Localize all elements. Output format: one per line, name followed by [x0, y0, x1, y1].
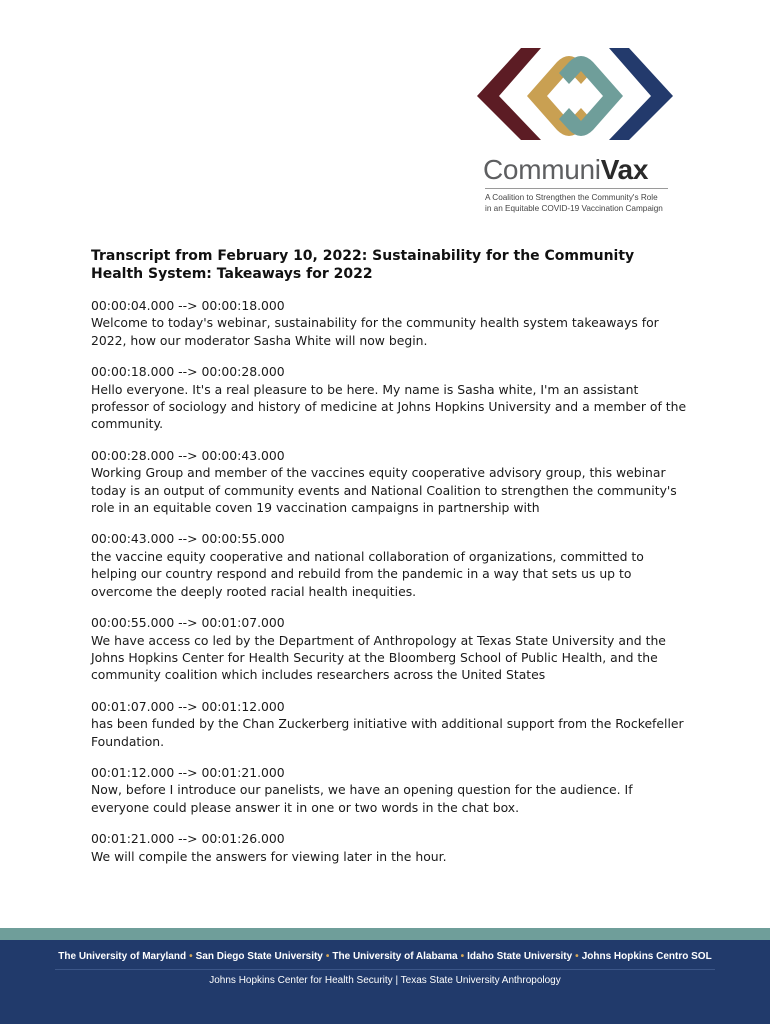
footer-universities — [0, 951, 770, 962]
footer-centers: Johns Hopkins Center for Health Security | Texas State University Anthropology — [209, 975, 561, 986]
logo-tagline: A Coalition to Strengthen the Community's Role in an Equitable COVID-19 Vaccination Campaign — [485, 193, 663, 213]
cue-timestamp: 00:01:21.000 --> 00:01:26.000 — [91, 831, 285, 847]
footer-university: The University of Alabama — [332, 951, 458, 962]
cue-text: Hello everyone. It's a real pleasure to be here. My name is Sasha white, I'm an assistant professor of sociology and history of medicine at Johns Hopkins University and a member of the community. — [91, 381, 687, 432]
footer-accent-band — [0, 928, 770, 940]
cue-text: Welcome to today's webinar, sustainability for the community health system takeaways for 2022, how our moderator Sasha White will now begin. — [91, 315, 659, 348]
document-title: Transcript from February 10, 2022: Sustainability for the Community Health System: Takeaways for 2022 — [91, 248, 635, 282]
footer-university: The University of Maryland — [58, 951, 187, 962]
footer-university: Idaho State University — [467, 951, 573, 962]
cue-timestamp: 00:00:04.000 --> 00:00:18.000 — [91, 298, 285, 313]
cue-text: We have access co led by the Department of Anthropology at Texas State University and the Johns Hopkins Center for Health Security at the Bloomberg School of Public Health, and the community coalition which includes researchers across the United States — [91, 632, 666, 683]
cue-timestamp: 00:00:28.000 --> 00:00:43.000 — [91, 447, 285, 463]
cue-text: has been funded by the Chan Zuckerberg initiative with additional support from the Rockefeller Foundation. — [91, 716, 684, 749]
communivax-logo — [469, 44, 681, 216]
footer-university: Johns Hopkins Centro SOL — [581, 951, 712, 962]
transcript-cue — [91, 614, 691, 684]
transcript-cue — [91, 297, 691, 349]
footer-divider — [55, 969, 715, 970]
transcript-content — [91, 247, 691, 879]
communivax-logo-mark — [469, 44, 681, 144]
cue-timestamp: 00:00:55.000 --> 00:01:07.000 — [91, 615, 285, 631]
transcript-cue — [91, 830, 691, 865]
cue-timestamp: 00:00:43.000 --> 00:00:55.000 — [91, 531, 285, 547]
separator-dot: • — [189, 951, 193, 962]
logo-wordmark: CommuniVax — [483, 154, 649, 185]
transcript-cue — [91, 363, 691, 433]
cue-text: the vaccine equity cooperative and national collaboration of organizations, committed to helping our country respond and rebuild from the pandemic in a way that sets us up to overcome the deeply rooted racial health inequities. — [91, 548, 644, 599]
transcript-cue — [91, 764, 691, 816]
transcript-cue — [91, 447, 691, 517]
separator-dot: • — [460, 951, 465, 962]
transcript-cue — [91, 698, 691, 750]
cue-timestamp: 00:01:12.000 --> 00:01:21.000 — [91, 764, 285, 780]
cue-timestamp: 00:01:07.000 --> 00:01:12.000 — [91, 698, 285, 714]
footer-university: San Diego State University — [195, 951, 323, 962]
separator-dot: • — [575, 951, 579, 962]
transcript-cue-list — [91, 297, 691, 865]
logo-divider — [485, 188, 668, 189]
cue-text: Working Group and member of the vaccines equity cooperative advisory group, this webinar today is an output of community events and National Coalition to strengthen the community's role in an equitable coven 19 vaccination campaigns in partnership with — [91, 465, 677, 516]
cue-text: Now, before I introduce our panelists, we have an opening question for the audience. If everyone could please answer it in one or two words in the chat box. — [91, 782, 633, 815]
cue-timestamp: 00:00:18.000 --> 00:00:28.000 — [91, 364, 285, 380]
separator-dot: • — [325, 951, 330, 962]
transcript-cue — [91, 530, 691, 600]
cue-text: We will compile the answers for viewing later in the hour. — [91, 848, 447, 864]
